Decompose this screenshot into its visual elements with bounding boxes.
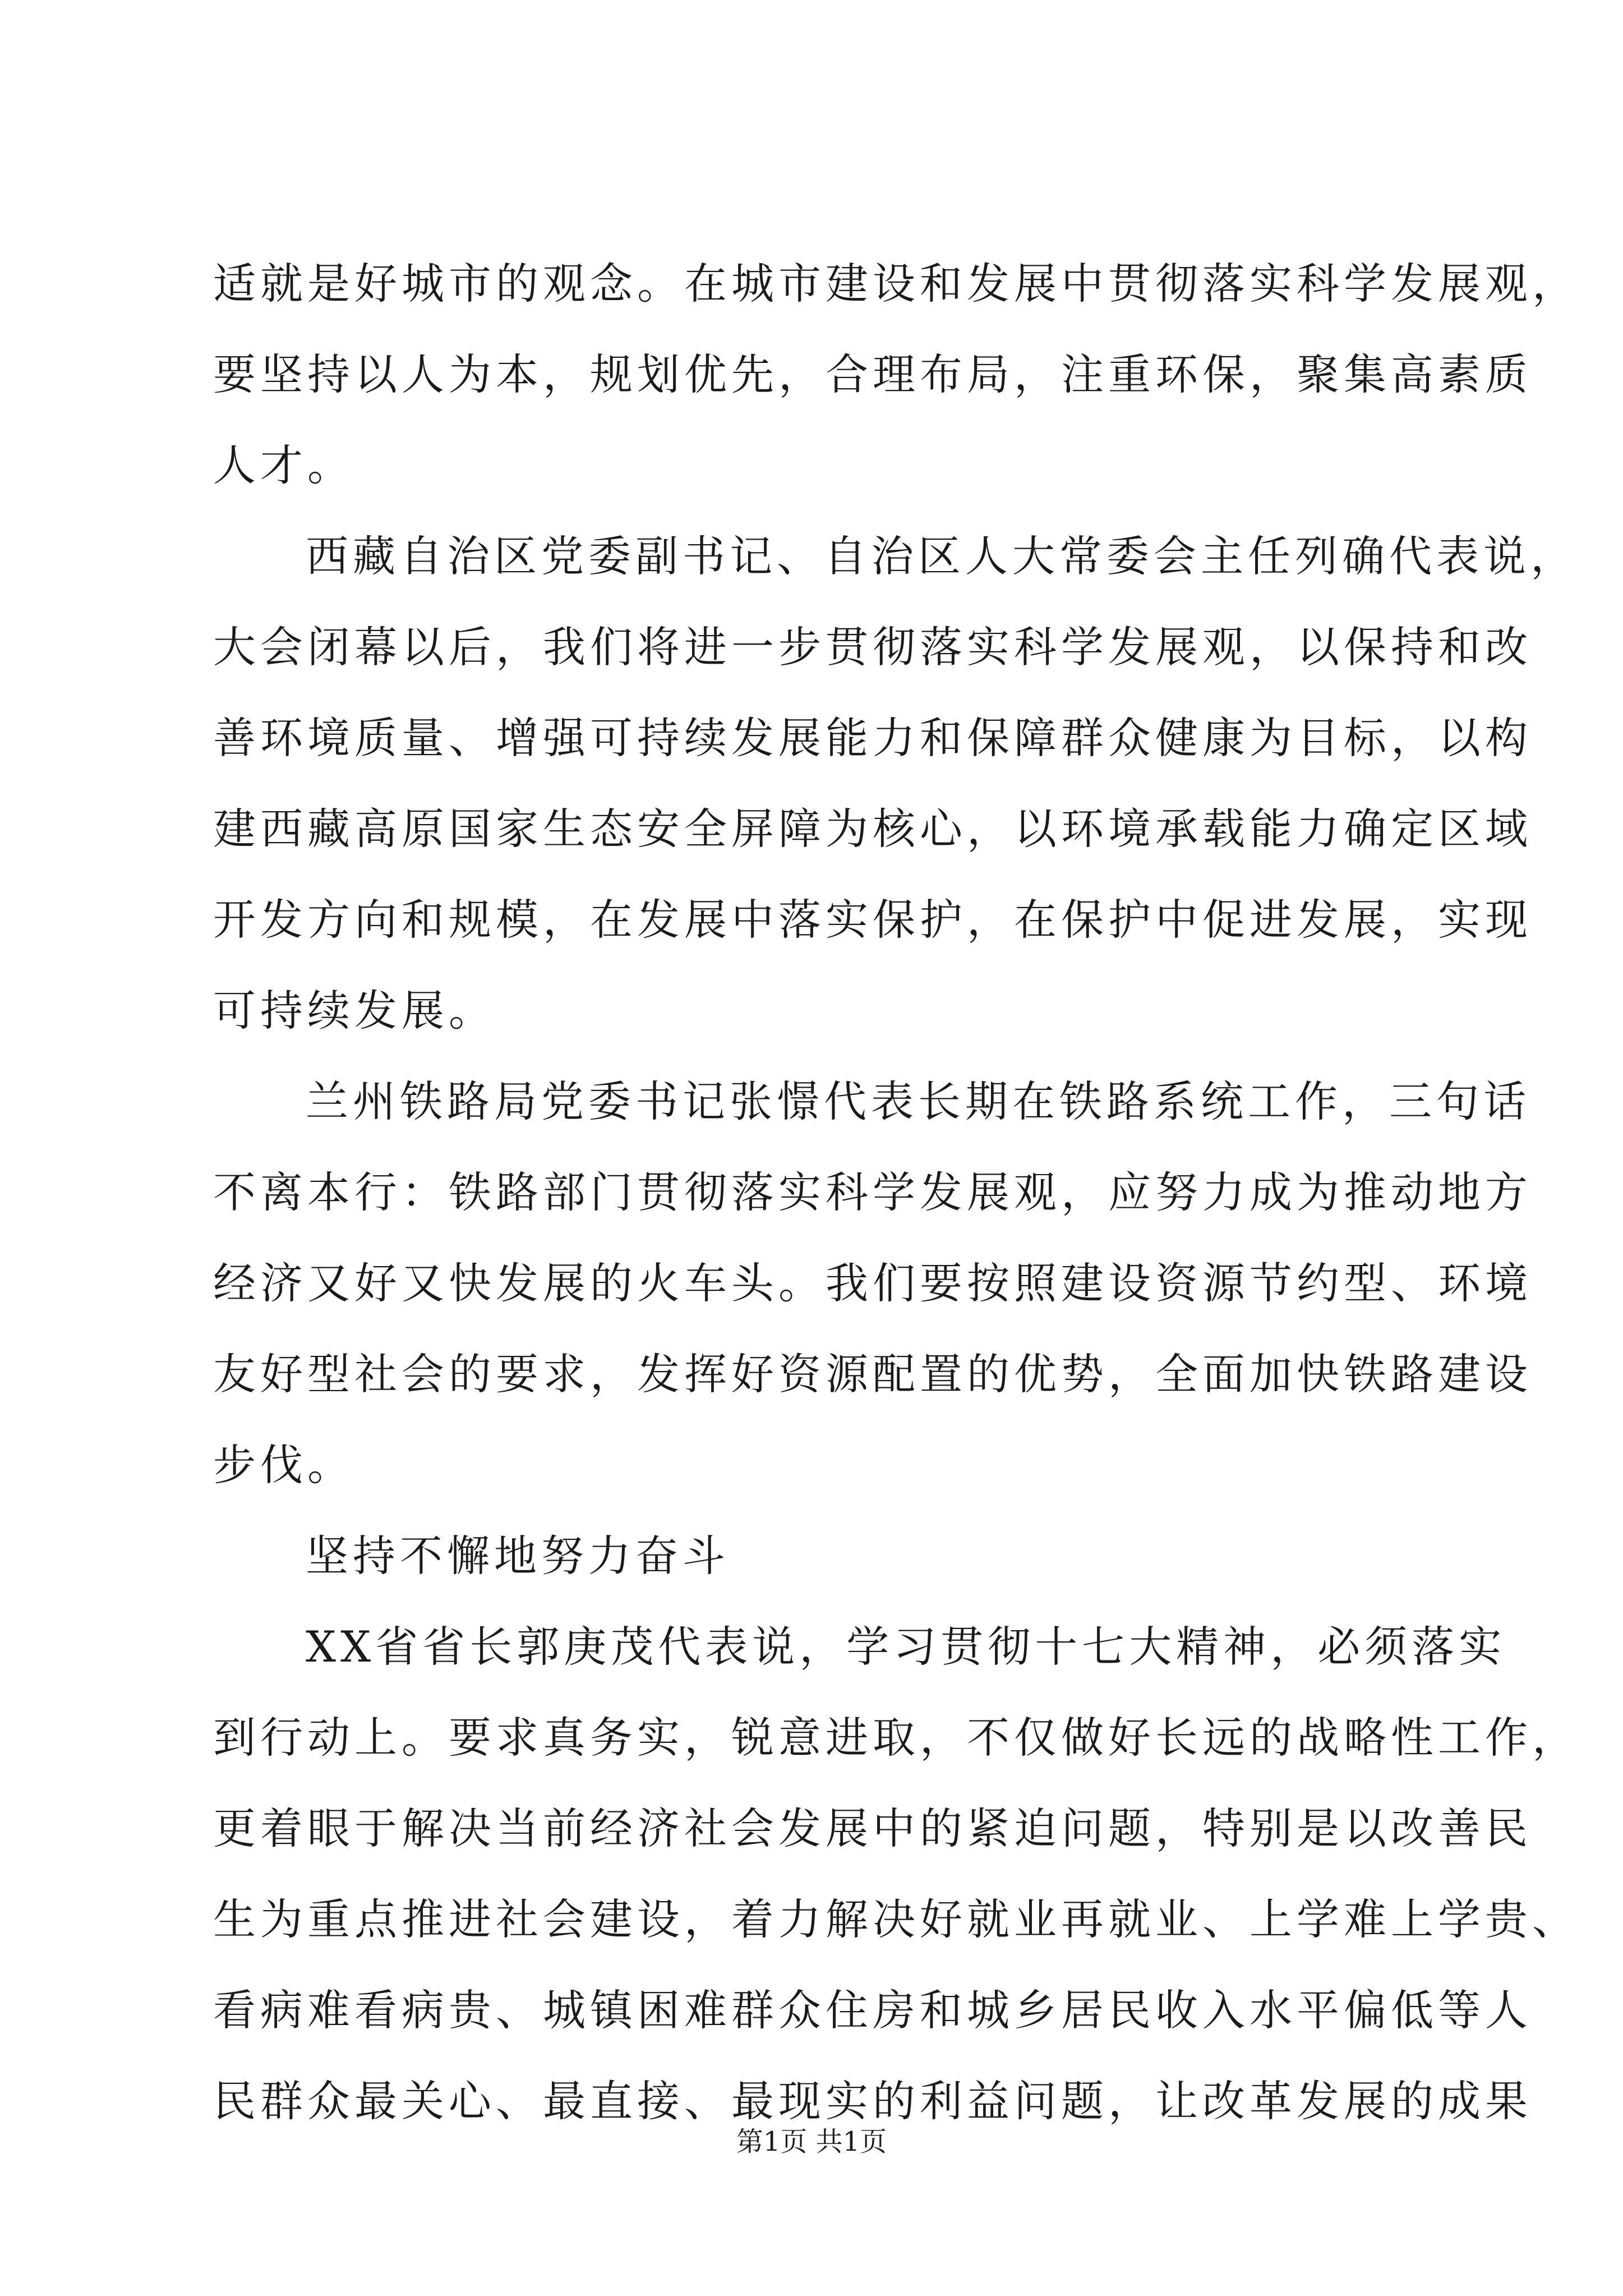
text-line: 民群众最关心、最直接、最现实的利益问题，让改革发展的成果 — [213, 2076, 1532, 2126]
text-line: 不离本行：铁路部门贯彻落实科学发展观，应努力成为推动地方 — [213, 1167, 1532, 1217]
paragraph-start-line: XX省省长郭庚茂代表说，学习贯彻十七大精神，必须落实 — [306, 1622, 1506, 1672]
text-line: 经济又好又快发展的火车头。我们要按照建设资源节约型、环境 — [213, 1258, 1532, 1308]
text-line: 生为重点推进社会建设，着力解决好就业再就业、上学难上学贵、 — [213, 1894, 1579, 1944]
text-line: 看病难看病贵、城镇困难群众住房和城乡居民收入水平偏低等人 — [213, 1985, 1532, 2035]
paragraph-start-line: 兰州铁路局党委书记张憬代表长期在铁路系统工作，三句话 — [306, 1076, 1530, 1126]
text-line: 要坚持以人为本，规划优先，合理布局，注重环保，聚集高素质 — [213, 349, 1532, 399]
text-line: 大会闭幕以后，我们将进一步贯彻落实科学发展观，以保持和改 — [213, 622, 1532, 672]
text-line: 更着眼于解决当前经济社会发展中的紧迫问题，特别是以改善民 — [213, 1803, 1532, 1853]
section-heading: 坚持不懈地努力奋斗 — [306, 1531, 730, 1581]
text-line: 到行动上。要求真务实，锐意进取，不仅做好长远的战略性工作， — [213, 1713, 1579, 1763]
text-line: 适就是好城市的观念。在城市建设和发展中贯彻落实科学发展观， — [213, 259, 1579, 309]
text-line: 人才。 — [213, 440, 354, 490]
text-line: 步伐。 — [213, 1440, 354, 1490]
text-line: 开发方向和规模，在发展中落实保护，在保护中促进发展，实现 — [213, 895, 1532, 945]
text-line: 可持续发展。 — [213, 986, 496, 1036]
page-number-footer: 第1页 共1页 — [736, 2126, 887, 2157]
text-line: 善环境质量、增强可持续发展能力和保障群众健康为目标，以构 — [213, 713, 1532, 763]
document-body — [213, 238, 1579, 2147]
paragraph-start-line: 西藏自治区党委副书记、自治区人大常委会主任列确代表说， — [306, 531, 1578, 581]
text-line: 建西藏高原国家生态安全屏障为核心，以环境承载能力确定区域 — [213, 804, 1532, 854]
text-line: 友好型社会的要求，发挥好资源配置的优势，全面加快铁路建设 — [213, 1349, 1532, 1399]
